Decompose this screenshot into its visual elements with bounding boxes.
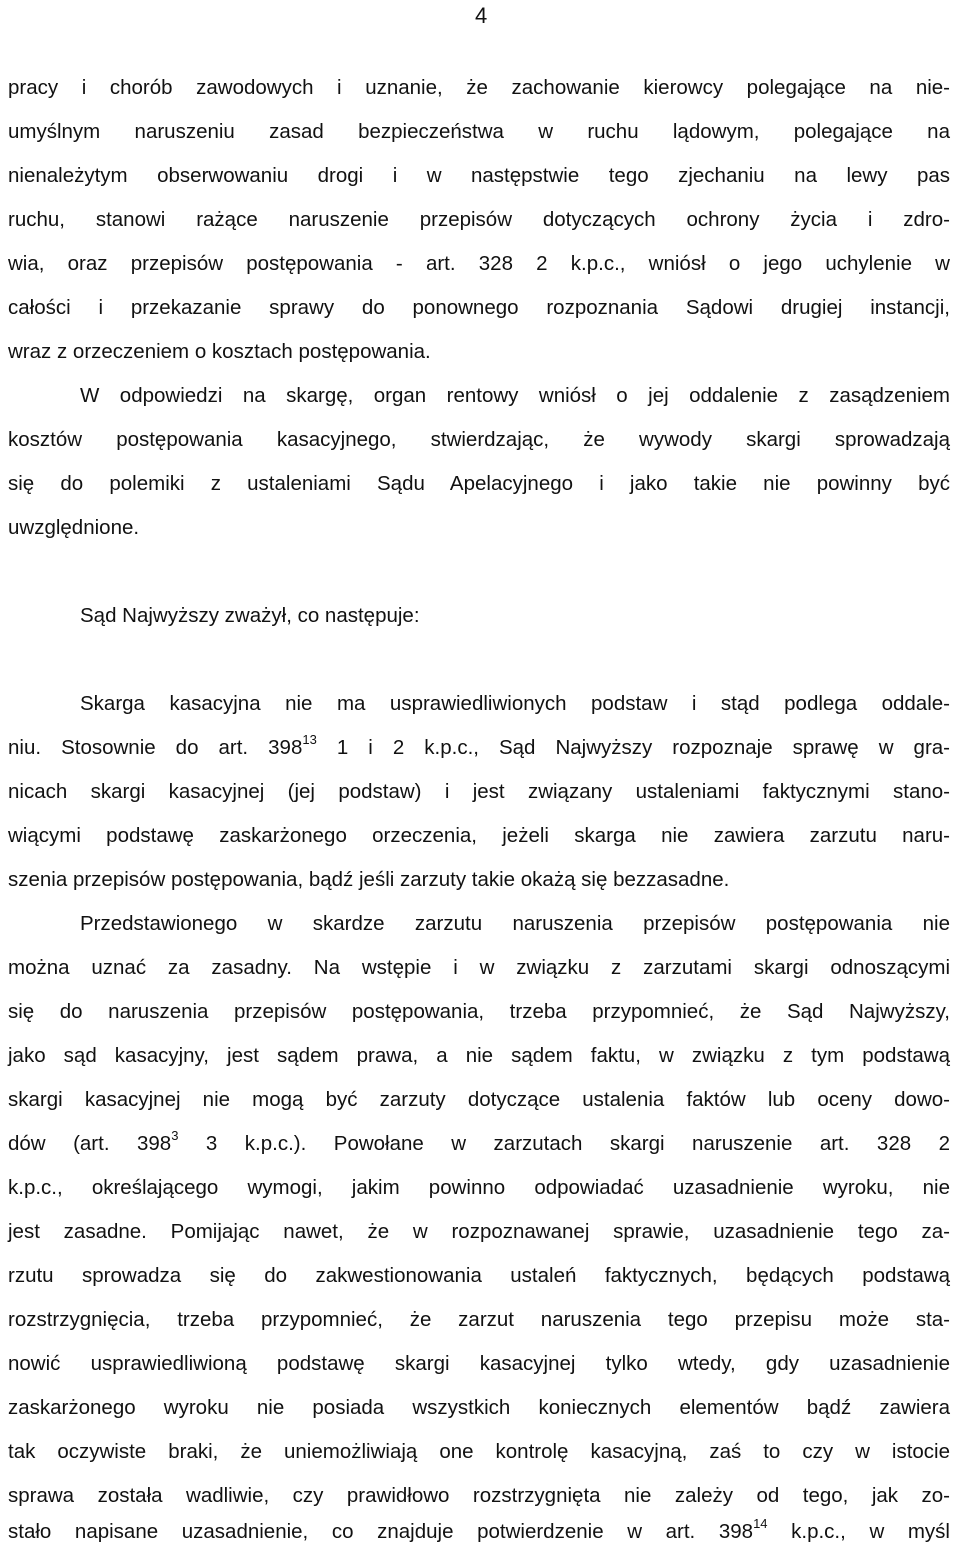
text-line: Skarga kasacyjna nie ma usprawiedliwionych podstaw i stąd podlega oddale- <box>80 692 950 715</box>
text-line: pracy i chorób zawodowych i uznanie, że zachowanie kierowcy polegające na nie- <box>8 76 950 99</box>
text-line: W odpowiedzi na skargę, organ rentowy wniósł o jej oddalenie z zasądzeniem <box>80 384 950 407</box>
text-line: szenia przepisów postępowania, bądź jeśli zarzuty takie okażą się bezzasadne. <box>8 868 730 891</box>
section-heading: Sąd Najwyższy zważył, co następuje: <box>80 604 420 627</box>
text-line: rzutu sprowadza się do zakwestionowania ustaleń faktycznych, będących podstawą <box>8 1264 950 1287</box>
text-line: tak oczywiste braki, że uniemożliwiają one kontrolę kasacyjną, zaś to czy w istocie <box>8 1440 950 1463</box>
text-line: jest zasadne. Pomijając nawet, że w rozpoznawanej sprawie, uzasadnienie tego za- <box>8 1220 950 1243</box>
superscript: 3 <box>171 1128 179 1144</box>
text-line: można uznać za zasadny. Na wstępie i w związku z zarzutami skargi odnoszącymi <box>8 956 950 979</box>
text-line: umyślnym naruszeniu zasad bezpieczeństwa w ruchu lądowym, polegające na <box>8 120 950 143</box>
text-line: wraz z orzeczeniem o kosztach postępowania. <box>8 340 431 363</box>
text-fragment: niu. Stosownie do art. 398 <box>8 736 303 759</box>
text-line: skargi kasacyjnej nie mogą być zarzuty dotyczące ustalenia faktów lub oceny dowo- <box>8 1088 950 1111</box>
text-fragment: dów (art. 398 <box>8 1132 172 1155</box>
text-line: k.p.c., określającego wymogi, jakim powinno odpowiadać uzasadnienie wyroku, nie <box>8 1176 950 1199</box>
text-line: wiącymi podstawę zaskarżonego orzeczenia, jeżeli skarga nie zawiera zarzutu naru- <box>8 824 950 847</box>
text-fragment: 3 k.p.c.). Powołane w zarzutach skargi naruszenie art. 328 2 <box>178 1132 950 1155</box>
text-line: uwzględnione. <box>8 516 140 539</box>
text-line: się do naruszenia przepisów postępowania, trzeba przypomnieć, że Sąd Najwyższy, <box>8 1000 950 1023</box>
text-line: się do polemiki z ustaleniami Sądu Apelacyjnego i jako takie nie powinny być <box>8 472 950 495</box>
superscript: 14 <box>753 1516 768 1532</box>
text-line: kosztów postępowania kasacyjnego, stwierdzając, że wywody skargi sprowadzają <box>8 428 950 451</box>
text-line <box>8 1518 950 1546</box>
text-line <box>8 734 950 762</box>
text-line <box>8 1130 950 1158</box>
text-line: wia, oraz przepisów postępowania - art. 328 2 k.p.c., wniósł o jego uchylenie w <box>8 252 950 275</box>
text-line: sprawa została wadliwie, czy prawidłowo rozstrzygnięta nie zależy od tego, jak zo- <box>8 1484 950 1507</box>
text-line: jako sąd kasacyjny, jest sądem prawa, a nie sądem faktu, w związku z tym podstawą <box>8 1044 950 1067</box>
text-line: całości i przekazanie sprawy do ponownego rozpoznania Sądowi drugiej instancji, <box>8 296 950 319</box>
text-line: Przedstawionego w skardze zarzutu naruszenia przepisów postępowania nie <box>80 912 950 935</box>
text-line: nicach skargi kasacyjnej (jej podstaw) i jest związany ustaleniami faktycznymi stano- <box>8 780 950 803</box>
text-fragment: stało napisane uzasadnienie, co znajduje potwierdzenie w art. 398 <box>8 1520 754 1543</box>
text-fragment: k.p.c., w myśl <box>767 1520 950 1543</box>
page-number: 4 <box>475 3 488 28</box>
superscript: 13 <box>302 732 317 748</box>
text-line: nowić usprawiedliwioną podstawę skargi kasacyjnej tylko wtedy, gdy uzasadnienie <box>8 1352 950 1375</box>
text-line: zaskarżonego wyroku nie posiada wszystkich koniecznych elementów bądź zawiera <box>8 1396 950 1419</box>
text-line: rozstrzygnięcia, trzeba przypomnieć, że zarzut naruszenia tego przepisu może sta- <box>8 1308 950 1331</box>
text-line: nienależytym obserwowaniu drogi i w następstwie tego zjechaniu na lewy pas <box>8 164 950 187</box>
text-line: ruchu, stanowi rażące naruszenie przepisów dotyczących ochrony życia i zdro- <box>8 208 950 231</box>
text-fragment: 1 i 2 k.p.c., Sąd Najwyższy rozpoznaje sprawę w gra- <box>316 736 951 759</box>
